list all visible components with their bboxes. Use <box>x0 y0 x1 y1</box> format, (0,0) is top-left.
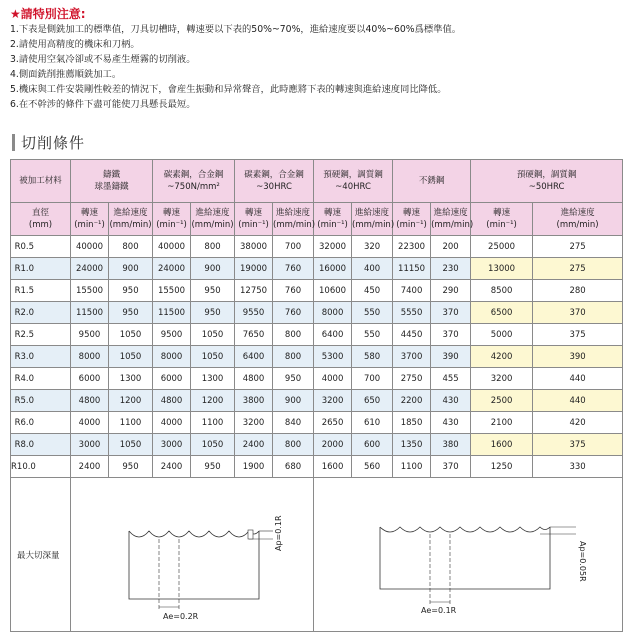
table-cell: 1200 <box>191 390 235 412</box>
table-cell: 2650 <box>314 412 352 434</box>
section-bar-marker <box>12 134 15 151</box>
table-cell: 2100 <box>471 412 533 434</box>
table-cell: 200 <box>431 236 471 258</box>
table-cell: 4200 <box>471 346 533 368</box>
table-cell: 1250 <box>471 456 533 478</box>
material-header-6: 預硬鋼，調質鋼 ~50HRC <box>471 160 623 203</box>
table-cell: 550 <box>352 302 393 324</box>
table-cell: 370 <box>431 324 471 346</box>
table-cell: 430 <box>431 412 471 434</box>
ae-label-right: Ae=0.1R <box>421 606 457 615</box>
note-line-3: 3.請使用空氣冷卻或不易產生煙霧的切削液。 <box>10 54 196 65</box>
table-cell: 9500 <box>71 324 109 346</box>
table-cell: 24000 <box>71 258 109 280</box>
diameter-cell: R1.5 <box>11 280 71 302</box>
material-label: 被加工材料 <box>11 160 71 203</box>
max-cut-depth-label: 最大切深量 <box>11 478 71 632</box>
table-cell: 6000 <box>71 368 109 390</box>
cut-depth-diagram-left <box>71 479 313 630</box>
table-cell: 10600 <box>314 280 352 302</box>
notes-block <box>10 6 622 112</box>
table-cell: 15500 <box>71 280 109 302</box>
table-cell: 9550 <box>235 302 273 324</box>
speed-header: 轉速 (min⁻¹) <box>235 203 273 236</box>
table-cell: 4800 <box>71 390 109 412</box>
table-cell: 6500 <box>471 302 533 324</box>
table-cell: 3000 <box>153 434 191 456</box>
table-cell: 2400 <box>71 456 109 478</box>
ap-label-left: Ap=0.1R <box>274 515 283 551</box>
table-cell: 1100 <box>393 456 431 478</box>
table-cell: 13000 <box>471 258 533 280</box>
table-cell: 430 <box>431 390 471 412</box>
material-header-3: 碳素鋼，合金鋼 ~30HRC <box>235 160 314 203</box>
table-cell: 1050 <box>109 346 153 368</box>
table-cell: 12750 <box>235 280 273 302</box>
table-cell: 2200 <box>393 390 431 412</box>
table-cell: 700 <box>352 368 393 390</box>
table-cell: 3700 <box>393 346 431 368</box>
material-header-2: 碳素鋼，合金鋼 ~750N/mm² <box>153 160 235 203</box>
table-cell: 40000 <box>71 236 109 258</box>
diagram-right-cell <box>314 478 623 632</box>
table-cell: 6400 <box>314 324 352 346</box>
table-cell: 375 <box>533 324 623 346</box>
table-cell: 1050 <box>191 324 235 346</box>
table-cell: 1050 <box>191 346 235 368</box>
diameter-cell: R5.0 <box>11 390 71 412</box>
table-cell: 9500 <box>153 324 191 346</box>
table-cell: 840 <box>273 412 314 434</box>
table-cell: 4800 <box>153 390 191 412</box>
table-cell: 800 <box>273 346 314 368</box>
table-cell: 455 <box>431 368 471 390</box>
table-cell: 950 <box>191 456 235 478</box>
table-cell: 4000 <box>153 412 191 434</box>
table-cell: 2000 <box>314 434 352 456</box>
table-cell: 19000 <box>235 258 273 280</box>
material-header-5: 不銹鋼 <box>393 160 471 203</box>
feed-header: 進給速度 (mm/min) <box>109 203 153 236</box>
table-row <box>11 258 623 280</box>
diameter-cell: R10.0 <box>11 456 71 478</box>
note-line-4: 4.側面銑削推薦順銑加工。 <box>10 69 122 80</box>
table-cell: 1300 <box>109 368 153 390</box>
table-cell: 760 <box>273 280 314 302</box>
feed-header: 進給速度 (mm/min) <box>431 203 471 236</box>
table-body <box>11 236 623 478</box>
diagram-left-cell <box>71 478 314 632</box>
table-cell: 11150 <box>393 258 431 280</box>
table-row <box>11 346 623 368</box>
table-row <box>11 412 623 434</box>
table-cell: 32000 <box>314 236 352 258</box>
table-cell: 680 <box>273 456 314 478</box>
table-cell: 290 <box>431 280 471 302</box>
table-cell: 11500 <box>153 302 191 324</box>
table-cell: 3800 <box>235 390 273 412</box>
table-cell: 6400 <box>235 346 273 368</box>
table-cell: 1200 <box>109 390 153 412</box>
table-cell: 1600 <box>471 434 533 456</box>
speed-header: 轉速 (min⁻¹) <box>314 203 352 236</box>
diameter-header: 直徑 (mm) <box>11 203 71 236</box>
table-row <box>11 456 623 478</box>
feed-header: 進給速度 (mm/min) <box>273 203 314 236</box>
diameter-cell: R4.0 <box>11 368 71 390</box>
speed-header: 轉速 (min⁻¹) <box>153 203 191 236</box>
table-cell: 8500 <box>471 280 533 302</box>
table-cell: 7650 <box>235 324 273 346</box>
table-cell: 4000 <box>314 368 352 390</box>
material-header-row <box>11 160 623 203</box>
table-cell: 11500 <box>71 302 109 324</box>
material-header-1: 鑄鐵 球墨鑄鐵 <box>71 160 153 203</box>
feed-header: 進給速度 (mm/min) <box>191 203 235 236</box>
table-cell: 8000 <box>153 346 191 368</box>
table-cell: 390 <box>533 346 623 368</box>
table-cell: 1100 <box>109 412 153 434</box>
table-cell: 950 <box>109 456 153 478</box>
table-cell: 650 <box>352 390 393 412</box>
note-line-1: 1.下表是側銑加工的標準值，刀具切槽時，轉速要以下表的50%~70%，進給速度要以40%~60%爲標準值。 <box>10 24 462 35</box>
table-cell: 2750 <box>393 368 431 390</box>
table-cell: 900 <box>191 258 235 280</box>
table-cell: 3200 <box>235 412 273 434</box>
table-cell: 1600 <box>314 456 352 478</box>
table-cell: 8000 <box>314 302 352 324</box>
table-cell: 420 <box>533 412 623 434</box>
table-cell: 25000 <box>471 236 533 258</box>
table-cell: 440 <box>533 368 623 390</box>
table-cell: 280 <box>533 280 623 302</box>
table-cell: 800 <box>109 236 153 258</box>
ae-label-left: Ae=0.2R <box>163 612 199 621</box>
table-cell: 390 <box>431 346 471 368</box>
table-cell: 1050 <box>109 434 153 456</box>
table-cell: 950 <box>109 280 153 302</box>
table-cell: 5000 <box>471 324 533 346</box>
table-cell: 800 <box>273 434 314 456</box>
note-line-5: 5.機床與工件安裝剛性較差的情況下，會産生振動和异常聲音，此時應將下表的轉速與進給速度同比降低。 <box>10 84 447 95</box>
diameter-cell: R6.0 <box>11 412 71 434</box>
table-row <box>11 236 623 258</box>
table-cell: 600 <box>352 434 393 456</box>
table-cell: 950 <box>109 302 153 324</box>
diameter-cell: R2.0 <box>11 302 71 324</box>
table-row <box>11 390 623 412</box>
table-cell: 1900 <box>235 456 273 478</box>
table-cell: 800 <box>191 236 235 258</box>
table-cell: 16000 <box>314 258 352 280</box>
table-cell: 370 <box>431 302 471 324</box>
note-line-6: 6.在不幹涉的條件下盡可能使刀具懸長最短。 <box>10 99 196 110</box>
table-cell: 950 <box>191 302 235 324</box>
table-cell: 550 <box>352 324 393 346</box>
table-row <box>11 434 623 456</box>
table-cell: 1350 <box>393 434 431 456</box>
table-cell: 24000 <box>153 258 191 280</box>
table-cell: 370 <box>533 302 623 324</box>
table-cell: 3200 <box>471 368 533 390</box>
table-cell: 760 <box>273 302 314 324</box>
table-cell: 6000 <box>153 368 191 390</box>
cut-depth-diagram-right <box>314 479 618 630</box>
table-cell: 7400 <box>393 280 431 302</box>
ap-label-right: Ap=0.05R <box>578 541 588 582</box>
cutting-conditions-table <box>10 159 623 632</box>
speed-header: 轉速 (min⁻¹) <box>71 203 109 236</box>
table-cell: 760 <box>273 258 314 280</box>
table-cell: 700 <box>273 236 314 258</box>
table-cell: 370 <box>431 456 471 478</box>
table-row <box>11 302 623 324</box>
table-cell: 560 <box>352 456 393 478</box>
max-cut-depth-row <box>11 478 623 632</box>
table-cell: 1050 <box>191 434 235 456</box>
table-cell: 900 <box>109 258 153 280</box>
table-cell: 4000 <box>71 412 109 434</box>
table-cell: 375 <box>533 434 623 456</box>
material-header-4: 預硬鋼，調質鋼 ~40HRC <box>314 160 393 203</box>
table-cell: 580 <box>352 346 393 368</box>
table-cell: 275 <box>533 258 623 280</box>
diameter-cell: R0.5 <box>11 236 71 258</box>
table-cell: 1050 <box>109 324 153 346</box>
note-line-2: 2.請使用高精度的機床和刀柄。 <box>10 39 140 50</box>
notes-title: ★請特別注意: <box>10 7 86 21</box>
table-cell: 800 <box>273 324 314 346</box>
feed-header: 進給速度 (mm/min) <box>533 203 623 236</box>
table-cell: 22300 <box>393 236 431 258</box>
section-header <box>12 132 85 152</box>
table-cell: 610 <box>352 412 393 434</box>
table-cell: 450 <box>352 280 393 302</box>
table-cell: 1850 <box>393 412 431 434</box>
table-row <box>11 280 623 302</box>
diameter-cell: R8.0 <box>11 434 71 456</box>
table-cell: 320 <box>352 236 393 258</box>
table-cell: 230 <box>431 258 471 280</box>
table-cell: 1100 <box>191 412 235 434</box>
table-cell: 40000 <box>153 236 191 258</box>
table-cell: 8000 <box>71 346 109 368</box>
table-cell: 3200 <box>314 390 352 412</box>
diameter-cell: R1.0 <box>11 258 71 280</box>
table-cell: 380 <box>431 434 471 456</box>
table-cell: 38000 <box>235 236 273 258</box>
table-cell: 330 <box>533 456 623 478</box>
feed-header: 進給速度 (mm/min) <box>352 203 393 236</box>
speed-header: 轉速 (min⁻¹) <box>393 203 431 236</box>
table-cell: 1300 <box>191 368 235 390</box>
table-row <box>11 368 623 390</box>
diameter-cell: R2.5 <box>11 324 71 346</box>
section-title: 切削條件 <box>21 133 86 152</box>
table-cell: 3000 <box>71 434 109 456</box>
table-cell: 900 <box>273 390 314 412</box>
table-cell: 5300 <box>314 346 352 368</box>
table-row <box>11 324 623 346</box>
table-cell: 950 <box>191 280 235 302</box>
table-cell: 4800 <box>235 368 273 390</box>
diameter-cell: R3.0 <box>11 346 71 368</box>
table-cell: 950 <box>273 368 314 390</box>
table-cell: 400 <box>352 258 393 280</box>
table-cell: 15500 <box>153 280 191 302</box>
table-cell: 275 <box>533 236 623 258</box>
units-header-row <box>11 203 623 236</box>
table-cell: 2400 <box>153 456 191 478</box>
table-cell: 2500 <box>471 390 533 412</box>
table-cell: 4450 <box>393 324 431 346</box>
speed-header: 轉速 (min⁻¹) <box>471 203 533 236</box>
table-cell: 5550 <box>393 302 431 324</box>
table-cell: 440 <box>533 390 623 412</box>
table-cell: 2400 <box>235 434 273 456</box>
